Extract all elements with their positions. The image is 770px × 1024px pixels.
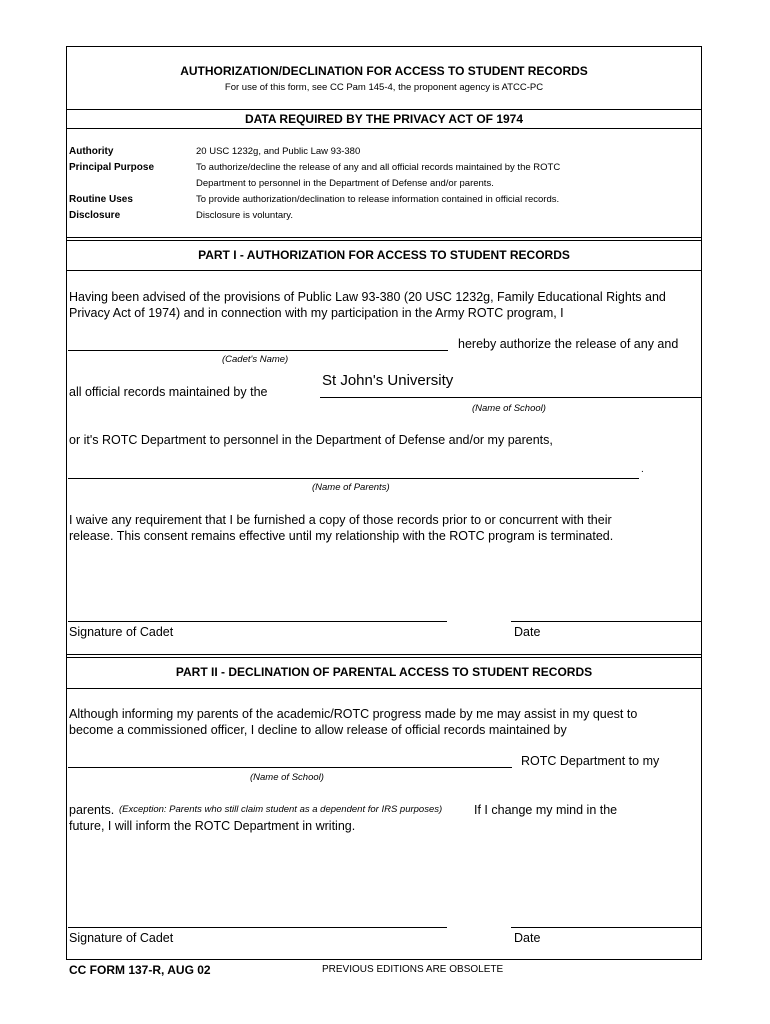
authority-label: Authority bbox=[69, 146, 114, 157]
part1-date-label: Date bbox=[514, 625, 541, 639]
part1-signature-label: Signature of Cadet bbox=[69, 625, 174, 639]
parents-period: . bbox=[641, 464, 644, 475]
waive-line1: I waive any requirement that I be furnished a copy of those records prior to or concurrent with their bbox=[69, 513, 612, 527]
divider bbox=[66, 237, 702, 238]
divider bbox=[66, 657, 702, 658]
maintained-text: all official records maintained by the bbox=[69, 385, 268, 399]
change-text: If I change my mind in the bbox=[474, 803, 618, 817]
part1-heading: PART I - AUTHORIZATION FOR ACCESS TO STUDENT RECORDS bbox=[198, 248, 570, 262]
part1-signature-field[interactable] bbox=[68, 621, 447, 622]
part2-signature-field[interactable] bbox=[68, 927, 447, 928]
school-caption: (Name of School) bbox=[472, 403, 546, 414]
divider bbox=[66, 109, 702, 110]
divider bbox=[66, 654, 702, 655]
part2-intro-line1: Although informing my parents of the academic/ROTC progress made by me may assist in my quest to bbox=[69, 707, 638, 721]
part2-school-caption: (Name of School) bbox=[250, 772, 324, 783]
part1-intro-line1: Having been advised of the provisions of Public Law 93-380 (20 USC 1232g, Family Educational Rights and bbox=[69, 290, 666, 304]
rotc-text: or it's ROTC Department to personnel in the Department of Defense and/or my parents, bbox=[69, 433, 553, 447]
divider bbox=[66, 688, 702, 689]
routine-value: To provide authorization/declination to release information contained in official records. bbox=[196, 194, 560, 205]
part1-intro-line2: Privacy Act of 1974) and in connection with my participation in the Army ROTC program, I bbox=[69, 306, 564, 320]
part2-signature-label: Signature of Cadet bbox=[69, 931, 174, 945]
divider bbox=[66, 128, 702, 129]
parents-caption: (Name of Parents) bbox=[312, 482, 390, 493]
part2-heading: PART II - DECLINATION OF PARENTAL ACCESS TO STUDENT RECORDS bbox=[175, 665, 593, 679]
cadet-name-field[interactable] bbox=[68, 350, 448, 351]
future-text: future, I will inform the ROTC Department in writing. bbox=[69, 819, 356, 833]
waive-line2: release. This consent remains effective until my relationship with the ROTC program is terminated. bbox=[69, 529, 614, 543]
part2-rotc-text: ROTC Department to my bbox=[521, 754, 660, 768]
part2-date-field[interactable] bbox=[511, 927, 702, 928]
authority-value: 20 USC 1232g, and Public Law 93-380 bbox=[196, 146, 361, 157]
purpose-value-line1: To authorize/decline the release of any and all official records maintained by the ROTC bbox=[196, 162, 561, 173]
obsolete-notice: PREVIOUS EDITIONS ARE OBSOLETE bbox=[322, 964, 504, 975]
disclosure-label: Disclosure bbox=[69, 210, 121, 221]
parents-name-field[interactable] bbox=[68, 478, 639, 479]
part2-date-label: Date bbox=[514, 931, 541, 945]
parents-word: parents. bbox=[69, 803, 115, 817]
form-subtitle: For use of this form, see CC Pam 145-4, the proponent agency is ATCC-PC bbox=[224, 82, 544, 93]
form-number: CC FORM 137-R, AUG 02 bbox=[69, 963, 211, 977]
part2-school-field[interactable] bbox=[68, 767, 512, 768]
form-title: AUTHORIZATION/DECLINATION FOR ACCESS TO STUDENT RECORDS bbox=[180, 64, 588, 78]
purpose-value-line2: Department to personnel in the Department of Defense and/or parents. bbox=[196, 178, 494, 189]
divider bbox=[66, 270, 702, 271]
divider bbox=[66, 240, 702, 241]
school-name-value[interactable]: St John's University bbox=[322, 372, 454, 389]
cadet-name-caption: (Cadet's Name) bbox=[222, 354, 289, 365]
part2-intro-line2: become a commissioned officer, I decline to allow release of official records maintained by bbox=[69, 723, 567, 737]
school-name-field[interactable] bbox=[320, 397, 702, 398]
exception-text: (Exception: Parents who still claim student as a dependent for IRS purposes) bbox=[119, 804, 443, 815]
purpose-label: Principal Purpose bbox=[69, 162, 155, 173]
routine-label: Routine Uses bbox=[69, 194, 133, 205]
authorize-text: hereby authorize the release of any and bbox=[458, 337, 679, 351]
disclosure-value: Disclosure is voluntary. bbox=[196, 210, 293, 221]
privacy-heading: DATA REQUIRED BY THE PRIVACY ACT OF 1974 bbox=[244, 112, 524, 126]
part1-date-field[interactable] bbox=[511, 621, 702, 622]
